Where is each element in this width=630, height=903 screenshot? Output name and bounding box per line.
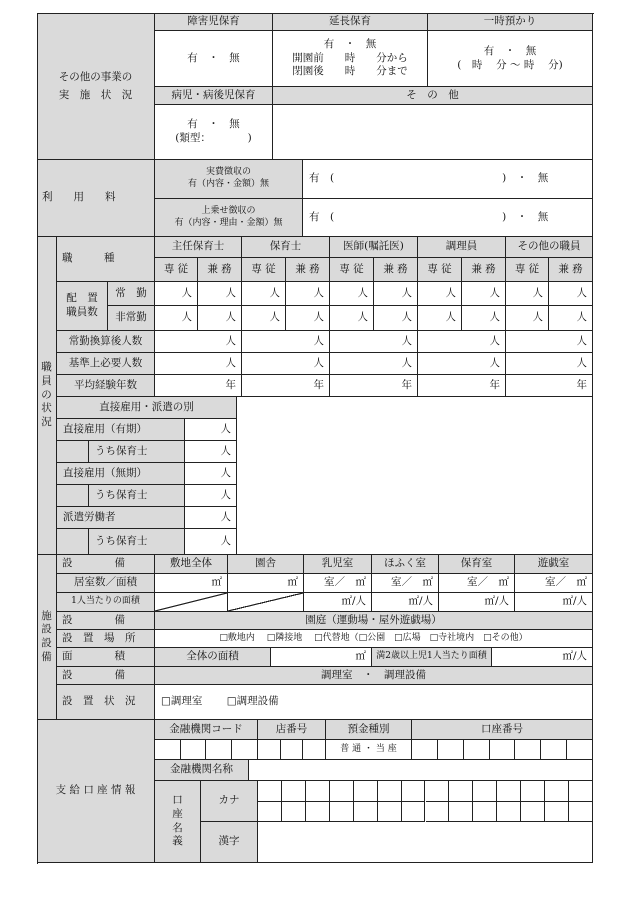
form-label-cell: 直接雇用・派遣の別 [57,397,237,419]
form-label-cell: 園舎 [228,555,304,574]
form-label-cell: 有 ( ) ・ 無 [303,160,593,199]
form-label-cell: 人 [155,331,242,353]
form-label-cell: 乳児室 [304,555,372,574]
form-label-cell: 派遣労働者 [57,507,185,529]
form-label-cell: 人 [242,282,286,306]
form-label-cell: 人 [185,485,237,507]
form-label-cell: その他の事業の 実 施 状 況 [37,13,155,160]
form-label-cell: 人 [185,441,237,463]
form-label-cell: 設 置 状 況 [57,685,155,720]
form-input-cell[interactable] [57,529,89,555]
form-label-cell: 人 [185,507,237,529]
form-label-cell: 専 従 [506,258,549,282]
form-label-cell: 人 [330,353,418,375]
kana-char-box[interactable] [258,781,282,802]
form-label-cell: 園庭（運動場・屋外遊戯場） [155,612,593,630]
form-label-cell: 延長保育 [273,13,428,31]
form-label-cell: 室／ ㎡ [439,574,515,593]
form-label-cell: 人 [185,529,237,555]
form-label-cell: 支 給 口 座 情 報 [37,720,155,863]
form-input-cell[interactable] [249,760,593,781]
form-label-cell: ㎡ [155,574,228,593]
form-label-cell: 人 [330,306,374,331]
form-label-cell: 室／ ㎡ [515,574,593,593]
form-label-cell: 設 置 場 所 [57,630,155,648]
form-label-cell: 有 ・ 無 開園前 時 分から 閉園後 時 分まで [273,31,428,87]
form-label-cell: ㎡/人 [304,593,372,612]
form-label-cell: 年 [242,375,330,397]
form-label-cell: 上乗せ徴収の 有（内容・理由・金額）無 [155,199,303,237]
form-label-cell: 常勤換算後人数 [57,331,155,353]
form-label-cell: 預金種別 [326,720,412,740]
kana-char-box[interactable] [473,802,497,823]
form-label-cell: 口座番号 [412,720,593,740]
kana-char-box[interactable] [426,781,450,802]
form-input-cell[interactable] [57,485,89,507]
form-label-cell: 障害児保育 [155,13,273,31]
form-label-cell: 店番号 [258,720,326,740]
form-label-cell: 医師(嘱託医) [330,237,418,258]
form-label-cell: 兼 務 [286,258,330,282]
form-label-cell: 人 [374,306,418,331]
form-label-cell: 直接雇用（無期） [57,463,185,485]
form-label-cell: □調理室 □調理設備 [155,685,593,720]
form-label-cell: ㎡/人 [492,648,593,667]
form-label-cell: ㎡/人 [372,593,439,612]
form-label-cell: 人 [242,306,286,331]
form-label-cell: 有 ・ 無 [155,31,273,87]
form-label-cell: 兼 務 [549,258,593,282]
form-input-cell[interactable] [155,740,181,760]
form-label-cell: 面 積 [57,648,155,667]
form-label-cell: 病児・病後児保育 [155,87,273,105]
form-label-cell: 人 [330,282,374,306]
kana-char-box[interactable] [306,781,330,802]
form-label-cell: 人 [185,463,237,485]
form-label-cell: 人 [242,331,330,353]
form-label-cell: ㎡ [228,574,304,593]
form-label-cell: 敷地全体 [155,555,228,574]
form-label-cell: 人 [506,306,549,331]
form-label-cell: 専 従 [242,258,286,282]
form-label-cell: うち保育士 [89,485,185,507]
form-label-cell: 人 [549,282,593,306]
form-label-cell: 常 勤 [108,282,155,306]
form-input-cell[interactable] [57,441,89,463]
form-input-cell[interactable] [412,740,438,760]
form-label-cell: 人 [418,282,462,306]
form-label-cell: 専 従 [418,258,462,282]
form-label-cell: 人 [462,282,506,306]
form-label-cell: 居室数／面積 [57,574,155,593]
form-label-cell: 金融機関名称 [155,760,249,781]
form-label-cell: 金融機関コード [155,720,258,740]
form-label-cell: ㎡/人 [515,593,593,612]
form-label-cell: 配 置 職員数 [57,282,108,331]
form-label-cell: 人 [155,282,198,306]
kana-char-box[interactable] [282,802,306,823]
form-label-cell: 漢字 [201,822,258,863]
form-label-cell: 人 [155,306,198,331]
kana-char-box[interactable] [521,781,545,802]
form-label-cell: 年 [330,375,418,397]
form-label-cell: 有 ・ 無 ( 時 分 ～ 時 分) [428,31,593,87]
kana-char-box[interactable] [473,781,497,802]
form-label-cell: 室／ ㎡ [372,574,439,593]
form-label-cell: 人 [198,282,242,306]
form-label-cell: 全体の面積 [155,648,271,667]
form-input-cell[interactable] [567,740,593,760]
form-label-cell: 調理員 [418,237,506,258]
form-label-cell: 兼 務 [198,258,242,282]
form-label-cell: 室／ ㎡ [304,574,372,593]
form-label-cell: ほふく室 [372,555,439,574]
form-label-cell: 職 種 [57,237,155,282]
form-label-cell: 人 [155,353,242,375]
form-label-cell: 平均経験年数 [57,375,155,397]
form-label-cell: 有 ( ) ・ 無 [303,199,593,237]
form-label-cell: 専 従 [330,258,374,282]
form-input-cell[interactable] [438,740,464,760]
form-label-cell: 設 備 [57,612,155,630]
form-label-cell: 遊戯室 [515,555,593,574]
form-label-cell: 直接雇用（有期） [57,419,185,441]
kana-char-box[interactable] [330,781,354,802]
form-label-cell: 人 [330,331,418,353]
form-label-cell: 基準上必要人数 [57,353,155,375]
form-label-cell: 兼 務 [462,258,506,282]
form-label-cell: 専 従 [155,258,198,282]
form-label-cell: 利 用 料 [37,160,155,237]
kana-char-box[interactable] [330,802,354,823]
form-label-cell: 保育士 [242,237,330,258]
form-label-cell: 人 [462,306,506,331]
form-label-cell: 普 通 ・ 当 座 [326,740,412,760]
kana-char-box[interactable] [354,802,378,823]
form-label-cell: 1人当たりの面積 [57,593,155,612]
form-input-cell[interactable] [206,740,232,760]
form-label-cell: 主任保育士 [155,237,242,258]
form-label-cell: ㎡ [271,648,372,667]
kana-char-box[interactable] [354,781,378,802]
form-label-cell: 満2歳以上児1人当たり面積 [372,648,492,667]
form-input-cell[interactable] [273,105,593,160]
kana-char-box[interactable] [521,802,545,823]
kana-char-box[interactable] [545,802,569,823]
form-input-cell[interactable] [515,740,541,760]
form-label-cell: 一時預かり [428,13,593,31]
kana-char-box[interactable] [402,802,426,823]
form-input-cell[interactable] [303,740,326,760]
form-label-cell: 設 備 [57,667,155,685]
form-label-cell: 職 員 の 状 況 [37,237,57,555]
form-label-cell: 兼 務 [374,258,418,282]
kana-char-box[interactable] [497,802,521,823]
kana-char-box[interactable] [545,781,569,802]
form-label-cell: 人 [418,353,506,375]
form-label-cell: 人 [242,353,330,375]
kana-char-box[interactable] [402,781,426,802]
form-input-cell[interactable] [181,740,206,760]
form-label-cell: 人 [185,419,237,441]
form-label-cell: そ の 他 [273,87,593,105]
form-input-cell[interactable] [490,740,515,760]
form-label-cell: 人 [286,306,330,331]
kana-char-box[interactable] [569,781,593,802]
form-label-cell: ㎡/人 [439,593,515,612]
form-label-cell: 保育室 [439,555,515,574]
kana-char-box[interactable] [449,802,473,823]
form-label-cell: 調理室 ・ 調理設備 [155,667,593,685]
kana-char-box[interactable] [378,781,402,802]
form-label-cell: 人 [549,306,593,331]
form-label-cell: うち保育士 [89,441,185,463]
form-label-cell: 非常勤 [108,306,155,331]
form-label-cell: 年 [506,375,593,397]
form-label-cell: 設 備 [57,555,155,574]
form-label-cell: 有 ・ 無 (類型： ) [155,105,273,160]
kana-char-box[interactable] [497,781,521,802]
form-label-cell: 人 [198,306,242,331]
form-label-cell: 人 [506,331,593,353]
kana-char-box[interactable] [378,802,402,823]
form-label-cell: 人 [506,282,549,306]
form-input-cell[interactable] [281,740,303,760]
kana-char-box[interactable] [282,781,306,802]
form-input-cell[interactable] [237,397,593,555]
form-label-cell: うち保育士 [89,529,185,555]
kana-char-box[interactable] [306,802,330,823]
form-label-cell: カナ [201,781,258,822]
form-input-cell[interactable] [155,593,228,612]
form-label-cell: 年 [418,375,506,397]
form-label-cell: 人 [286,282,330,306]
form-label-cell: 施 設 設 備 [37,555,57,720]
form-label-cell: 口 座 名 義 [155,781,201,863]
form-input-cell[interactable] [258,740,281,760]
form-label-cell: □敷地内 □隣接地 □代替地（□公園 □広場 □寺社境内 □その他） [155,630,593,648]
form-label-cell: 年 [155,375,242,397]
form-input-cell[interactable] [232,740,258,760]
form-label-cell: 人 [418,306,462,331]
kana-char-box[interactable] [449,781,473,802]
form-input-cell[interactable] [228,593,304,612]
form-label-cell: その他の職員 [506,237,593,258]
form-label-cell: 実費徴収の 有（内容・金額）無 [155,160,303,199]
form-label-cell: 人 [506,353,593,375]
kana-char-box[interactable] [258,802,282,823]
kana-char-box[interactable] [569,802,593,823]
kana-char-box[interactable] [426,802,450,823]
form-input-cell[interactable] [464,740,490,760]
form-input-cell[interactable] [541,740,567,760]
form-label-cell: 人 [374,282,418,306]
form-label-cell: 人 [418,331,506,353]
